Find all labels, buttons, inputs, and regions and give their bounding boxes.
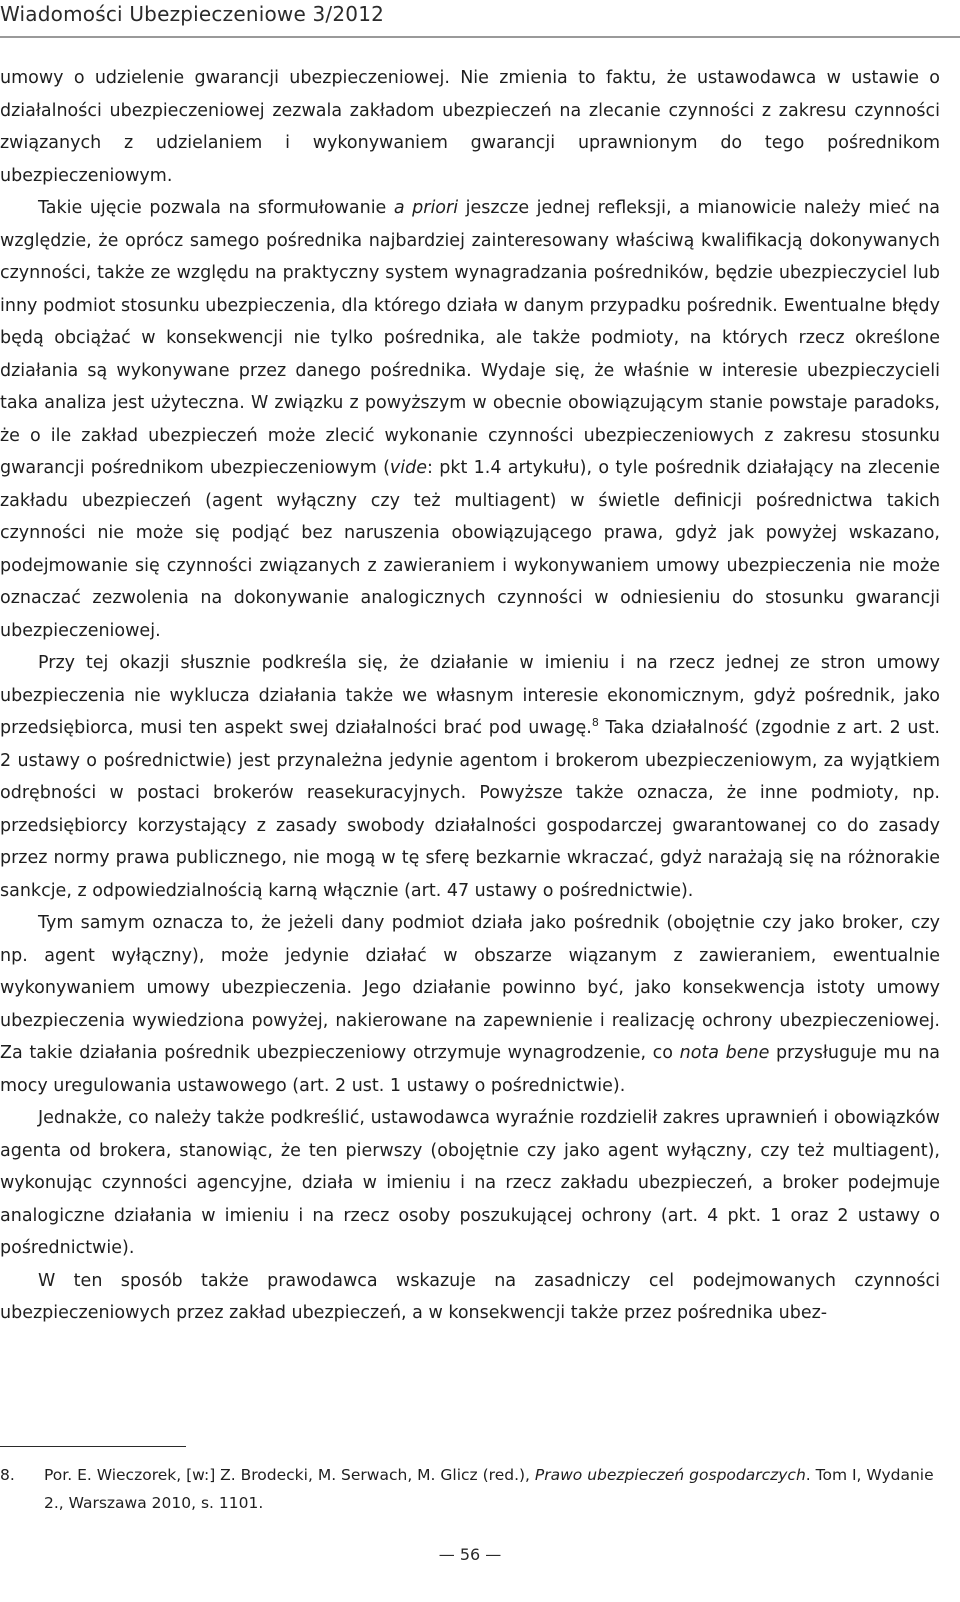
paragraph-2-text-b: jeszcze jednej refleksji, a mianowicie należy mieć na względzie, że oprócz samego pośrednika najbardziej zainteresowany właściwą kwalifikacją dokonywanych czynności, także ze względu na praktyczny system wynagradzania pośredników, będzie ubezpieczyciel lub inny podmiot stosunku ubezpieczenia, dla którego działa w danym przypadku pośrednik. Ewentualne błędy będą obciążać w konsekwencji nie tylko pośrednika, ale także podmioty, na których rzecz określone działania są wykonywane przez danego pośrednika. Wydaje się, że właśnie w interesie ubezpieczycieli taka analiza jest użyteczna. W związku z powyższym w obecnie obowiązującym stanie powstaje paradoks, że o ile zakład ubezpieczeń może zlecić wykonanie czynności ubezpieczeniowych z zakresu stosunku gwarancji pośrednikom ubezpieczeniowym ( <box>0 198 940 478</box>
footnote-ref-8[interactable]: 8 <box>591 716 599 729</box>
paragraph-3 <box>0 647 940 907</box>
journal-title: Wiadomości Ubezpieczeniowe 3/2012 <box>0 2 385 26</box>
italic-a-priori: a priori <box>393 198 459 218</box>
paragraph-1 <box>0 62 940 192</box>
footnote-book-title: Prawo ubezpieczeń gospodarczych <box>534 1466 806 1484</box>
paragraph-3-text-a: Przy tej okazji słusznie podkreśla się, że działanie w imieniu i na rzecz jednej ze stron umowy ubezpieczenia nie wyklucza działania także we własnym interesie ekonomicznym, gdyż pośrednik, jako przedsiębiorca, musi ten aspekt swej działalności brać pod uwagę. <box>0 653 940 738</box>
italic-vide: vide <box>389 458 428 478</box>
paragraph-5 <box>0 1102 940 1265</box>
paragraph-1-text: umowy o udzielenie gwarancji ubezpieczeniowej. Nie zmienia to faktu, że ustawodawca w ustawie o działalności ubezpieczeniowej zezwala zakładom ubezpieczeń na zlecanie czynności z zakresu czynności związanych z udzielaniem i wykonywaniem gwarancji uprawnionym do tego pośrednikom ubezpieczeniowym. <box>0 68 940 186</box>
paragraph-3-text-b: Taka działalność (zgodnie z art. 2 ust. 2 ustawy o pośrednictwie) jest przynależna jedynie agentom i brokerom ubezpieczeniowym, za wyjątkiem odrębności w postaci brokerów reasekuracyjnych. Powyższe także oznacza, że inne podmioty, np. przedsiębiorcy korzystający z zasady swobody działalności gospodarczej gwarantowanej co do zasady przez normy prawa publicznego, nie mogą w tę sferę bezkarnie wkraczać, gdyż narażają się na różnorakie sankcje, z odpowiedzialnością karną włącznie (art. 47 ustawy o pośrednictwie). <box>0 718 940 901</box>
article-body <box>0 62 940 1330</box>
footnote-8 <box>0 1461 940 1517</box>
paragraph-2-text-a: Takie ujęcie pozwala na sformułowanie <box>38 198 394 218</box>
footnote-number: 8. <box>0 1466 15 1484</box>
paragraph-4-text-a: Tym samym oznacza to, że jeżeli dany podmiot działa jako pośrednik (obojętnie czy jako broker, czy np. agent wyłączny), może jedynie działać w obszarze wiązanym z zawieraniem, ewentualnie wykonywaniem umowy ubezpieczenia. Jego działanie powinno być, jako konsekwencja istoty umowy ubezpieczenia wywiedziona powyżej, nakierowane na zapewnienie i realizację ochrony ubezpieczeniowej. Za takie działania pośrednik ubezpieczeniowy otrzymuje wynagrodzenie, co <box>0 913 940 1063</box>
paragraph-2-text-c: : pkt 1.4 artykułu), o tyle pośrednik działający na zlecenie zakładu ubezpieczeń (agent wyłączny czy też multiagent) w świetle definicji pośrednictwa takich czynności nie może się podjąć bez naruszenia obowiązującego prawa, gdyż jak powyżej wskazano, podejmowanie się czynności związanych z zawieraniem i wykonywaniem umowy ubezpieczenia nie może oznaczać zezwolenia na dokonywanie analogicznych czynności w odniesieniu do stosunku gwarancji ubezpieczeniowej. <box>0 458 940 641</box>
running-header <box>0 0 960 38</box>
footnote-text-b: . Tom I, Wydanie 2., Warszawa 2010, s. 1101. <box>44 1466 934 1512</box>
paragraph-5-text: Jednakże, co należy także podkreślić, ustawodawca wyraźnie rozdzielił zakres uprawnień i obowiązków agenta od brokera, stanowiąc, że ten pierwszy (obojętnie czy jako agent wyłączny, czy też multiagent), wykonując czynności agencyjne, działa w imieniu i na rzecz zakładu ubezpieczeń, a broker podejmuje analogiczne działania w imieniu i na rzecz osoby poszukującej ochrony (art. 4 pkt. 1 oraz 2 ustawy o pośrednictwie). <box>0 1108 940 1258</box>
paragraph-2 <box>0 192 940 647</box>
paragraph-4-text-b: przysługuje mu na mocy uregulowania ustawowego (art. 2 ust. 1 ustawy o pośrednictwie). <box>0 1043 941 1096</box>
footnote-divider <box>0 1446 186 1447</box>
page-number: — 56 — <box>438 1545 502 1564</box>
footnote-text-a: Por. E. Wieczorek, [w:] Z. Brodecki, M. Serwach, M. Glicz (red.), <box>44 1466 535 1484</box>
footnote-text <box>44 1461 940 1517</box>
paragraph-4 <box>0 907 940 1102</box>
paragraph-6 <box>0 1265 940 1330</box>
italic-nota-bene: nota bene <box>679 1043 770 1063</box>
paragraph-6-text: W ten sposób także prawodawca wskazuje na zasadniczy cel podejmowanych czynności ubezpieczeniowych przez zakład ubezpieczeń, a w konsekwencji także przez pośrednika ubez- <box>0 1270 940 1323</box>
